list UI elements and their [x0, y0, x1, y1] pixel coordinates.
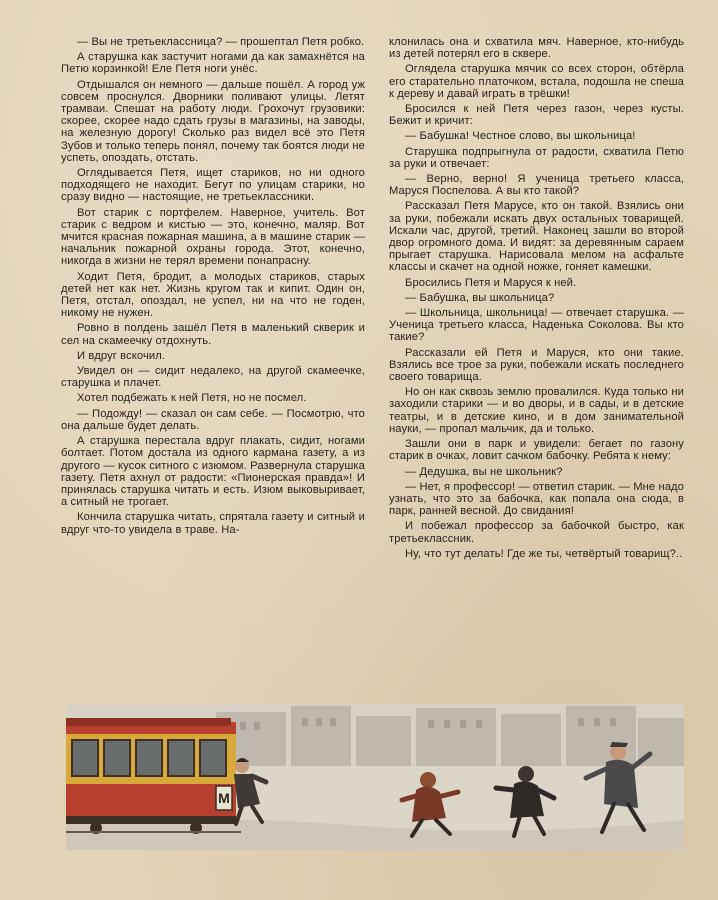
paragraph: Ровно в полдень зашёл Петя в маленький скверик и сел на скамеечку отдохнуть. [61, 322, 365, 347]
paragraph: А старушка как застучит ногами да как замахнётся на Петю корзинкой! Еле Петя ноги унёс. [61, 51, 365, 76]
paragraph: Увидел он — сидит недалеко, на другой скамеечке, старушка и плачет. [61, 365, 365, 390]
text-column-right [389, 36, 684, 563]
paragraph: Старушка подпрыгнула от радости, схватила Петю за руки и отвечает: [389, 145, 684, 170]
paragraph: Но он как сквозь землю провалился. Куда только ни заходили старики — и во дворы, и в сады, и в детские театры, и в детские кино, и в дом занимательной науки, — пропал мальчик, да и только. [389, 386, 684, 435]
paragraph: Хотел подбежать к ней Петя, но не посмел. [77, 392, 307, 405]
paragraph: Бросились Петя и Маруся к ней. [405, 276, 577, 289]
paragraph: — Школьница, школьница! — отвечает старушка. — Ученица третьего класса, Наденька Соколова. Вы кто такие? [389, 307, 684, 344]
paragraph: А старушка перестала вдруг плакать, сидит, ногами болтает. Потом достала из одного кармана газету, а из другого — кусок ситного с изюмом. Развернула старушка газету. Петя ахнул от радости: «Пионерская правда»! И принялась старушка читать и есть. Изюм выковыривает, а ситный не трогает. [61, 435, 365, 509]
paragraph: — Нет, я профессор! — ответил старик. — Мне надо узнать, что это за бабочка, как попала она сюда, в парк, ранней весной. До свидания! [389, 480, 684, 518]
paragraph: — Вы не третьеклассница? — прошептал Петя робко. [77, 36, 365, 48]
paragraph: — Бабушка, вы школьница? [405, 291, 555, 304]
paragraph: И вдруг вскочил. [77, 349, 166, 362]
paragraph-continuation: клонилась она и схватила мяч. Наверное, кто-нибудь из детей потерял его в сквере. [389, 36, 684, 61]
paragraph: Ходит Петя, бродит, а молодых стариков, старых детей нет как нет. Жизнь кругом так и кипит. Один он, Петя, отстал, опоздал, не успел, ни на что не годен, никому не нужен. [61, 270, 365, 320]
paragraph: — Верно, верно! Я ученица третьего класса, Маруся Поспелова. А вы кто такой? [389, 173, 684, 198]
tram-window [200, 740, 226, 776]
paragraph: Вот старик с портфелем. Наверное, учитель. Вот старик с ведром и кистью — это, конечно, маляр. Вот мчится красная пожарная машина, а в машине старик — начальник пожарной охраны города. Этот, конечно, никогда в жизни не терял времени понапрасну. [61, 206, 365, 268]
paragraph: — Дедушка, вы не школьник? [405, 465, 563, 478]
paragraph: Рассказал Петя Марусе, кто он такой. Взялись они за руки, побежали искать двух остальных товарищей. Искали час, другой, третий. Наконец зашли во второй двор огромного дома. И видят: за деревянным сараем прыгает старушка. Нарисовала мелом на асфальте классы и скачет на одной ножке, гоняет камешки. [389, 200, 684, 274]
tram-route-letter: M [218, 790, 230, 806]
paragraph: Ну, что тут делать! Где же ты, четвёртый товарищ?.. [405, 547, 683, 560]
paragraph: Оглядела старушка мячик со всех сторон, обтёрла его старательно платочком, встала, подошла не спеша к дереву и давай играть в трёшки! [389, 63, 684, 100]
paragraph: — Подожду! — сказал он сам себе. — Посмотрю, что она дальше будет делать. [61, 407, 365, 432]
text-column-left [61, 36, 365, 539]
paragraph: Зашли они в парк и увидели: бегает по газону старик в очках, ловит сачком бабочку. Ребята к нему: [389, 438, 684, 463]
tram [66, 718, 241, 834]
tram-window [136, 740, 162, 776]
tram-window [168, 740, 194, 776]
paragraph: Оглядывается Петя, ищет стариков, но ни одного подходящего не находит. Бегут по улицам старики, но сразу видно — настоящие, не третьеклассники. [61, 167, 365, 204]
paragraph: Отдышался он немного — дальше пошёл. А город уж совсем проснулся. Дворники поливают улицы. Летят трамваи. Спешат на работу люди. Грохочут грузовики: скорее, скорее надо сдать грузы в магазины, на заводы, на железную дорогу! Сколько раз видел всё это Петя Зубов и только теперь понял, почему так боятся люди не успеть, опоздать, отстать. [61, 78, 365, 164]
paragraph: — Бабушка! Честное слово, вы школьница! [405, 130, 636, 143]
paragraph: Бросился к ней Петя через газон, через кусты. Бежит и кричит: [389, 103, 684, 128]
paragraph: И побежал профессор за бабочкой быстро, как третьеклассник. [389, 520, 684, 545]
street-scene-illustration [66, 704, 684, 850]
tram-window [72, 740, 98, 776]
paragraph: Рассказали ей Петя и Маруся, кто они такие. Взялись все трое за руки, побежали искать последнего своего товарища. [389, 346, 684, 384]
paragraph: Кончила старушка читать, спрятала газету и ситный и вдруг что-то увидела в траве. На- [61, 511, 365, 536]
tram-window [104, 740, 130, 776]
